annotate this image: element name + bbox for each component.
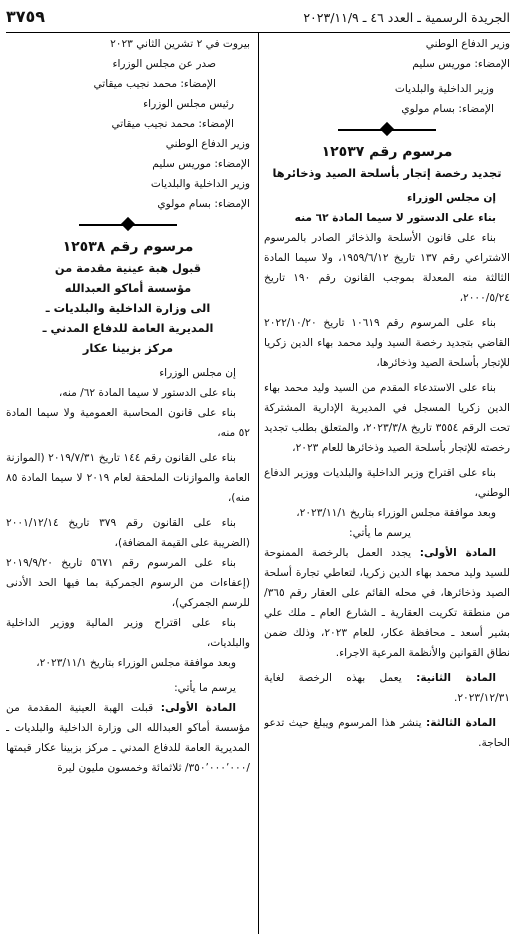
article-label: المادة الثانية: [416,672,496,684]
article-label: المادة الأولى: [419,547,496,559]
decree-title: مرسوم رقم ١٢٥٣٧ [321,144,453,160]
article-label: المادة الثالثة: [426,717,496,729]
legal-basis-paragraph: بناء على قانون المحاسبة العمومية ولا سيما المادة ٥٢ منه، [6,407,250,439]
section-separator [264,123,510,137]
article-text: يعمل بهذه الرخصة لغاية ٢٠٢٣/١٢/٣١. [264,672,510,704]
article-2 [264,668,510,708]
decree-subject-line: قبول هبة عينية مقدمة من [54,261,202,275]
column-divider [258,32,259,934]
article-text: قبلت الهبة العينية المقدمة من مؤسسة أماكو العبدالله الى وزارة الداخلية والبلديات ـ المديرية العامة للدفاع المدني ـ مركز بزبينا عكار قيمتها /٣٥٠٬٠٠٠٬٠٠٠/ ثلاثمائة وخمسون مليون ليرة [6,702,250,774]
approval-paragraph: وبعد موافقة مجلس الوزراء بتاريخ ٢٠٢٣/١١/١، [36,657,236,669]
page-number: ٣٧٥٩ [6,7,46,26]
gazette-title: الجريدة الرسمية ـ العدد ٤٦ ـ ٢٠٢٣/١١/٩ [303,10,510,25]
place-date: بيروت في ٢ تشرين الثاني ٢٠٢٣ [110,38,250,50]
decree-subject: تجديد رخصة إتجار بأسلحة الصيد وذخائرها [272,166,502,180]
article-label: المادة الأولى: [160,702,237,714]
signer-role: رئيس مجلس الوزراء [143,98,234,110]
legal-basis-paragraph: بناء على الاستدعاء المقدم من السيد وليد محمد بهاء الدين زكريا المسجل في المديرية الإدارية المشتركة تحت الرقم ٣٥٥٤ تاريخ ٢٠٢٣/٣/٨، والمتعلق بطلب تجديد رخصته للإتجار بأسلحة الصيد وذخائرها للعام ٢٠٢٣، [264,382,510,454]
constitutional-basis: بناء على الدستور لا سيما المادة ٦٢ منه [294,212,496,224]
article-1 [6,698,250,778]
legal-basis-paragraph: بناء على المرسوم رقم ١٠٦١٩ تاريخ ٢٠٢٢/١٠/٢٠ القاضي بتجديد رخصة السيد وليد محمد بهاء الدين زكريا للإتجار بأسلحة الصيد وذخائرها، [264,317,510,369]
decree-issuer: إن مجلس الوزراء [406,192,496,204]
decree-subject-line: مؤسسة أماكو العبدالله [64,281,192,295]
decrees-line: يرسم ما يأتي: [349,527,411,539]
legal-basis-paragraph: بناء على المرسوم رقم ٥٦٧١ تاريخ ٢٠١٩/٩/٢٠ (إعفاءات من الرسوم الجمركية بما فيها الحد الأدنى للرسم الجمركي)، [6,557,250,609]
legal-basis-paragraph: بناء على اقتراح وزير الداخلية والبلديات ووزير الدفاع الوطني، [264,467,510,499]
signature-line: الإمضاء: محمد نجيب ميقاتي [111,118,234,130]
article-1 [264,543,510,663]
article-text: ينشر هذا المرسوم ويبلغ حيث تدعو الحاجة. [264,717,510,749]
left-column [6,34,250,934]
signature-line: الإمضاء: بسام مولوي [157,198,250,210]
right-column [264,34,510,934]
approval-paragraph: وبعد موافقة مجلس الوزراء بتاريخ ٢٠٢٣/١١/١، [296,507,496,519]
legal-basis-paragraph: بناء على القانون رقم ٣٧٩ تاريخ ٢٠٠١/١٢/١٤ (الضريبة على القيمة المضافة)، [6,517,250,549]
signature-line: الإمضاء: موريس سليم [152,158,250,170]
legal-basis-paragraph: بناء على القانون رقم ١٤٤ تاريخ ٢٠١٩/٧/٣١ (الموازنة العامة والموازنات الملحقة لعام ٢٠١٩ لا سيما المادة ٨٥ منه)، [6,452,250,504]
page-header [6,6,510,33]
decree-subject-line: مركز بزبينا عكار [82,341,174,355]
legal-basis-paragraph: بناء على الدستور لا سيما المادة ٦٢/ منه، [58,387,236,399]
signer-role: وزير الداخلية والبلديات [150,178,250,190]
section-separator [6,218,250,232]
decree-subject-line: الى وزارة الداخلية والبلديات ـ [45,301,211,315]
article-text: يجدد العمل بالرخصة الممنوحة للسيد وليد محمد بهاء الدين زكريا، لتعاطي تجارة أسلحة الصيد وذخائرها، في محله القائم على العقار رقم ٣٦٥/ من منطقة تكريت العقارية ـ الشارع العام ـ ملك علي بشير أسعد ـ محافظة عكار، للعام ٢٠٢٣، وذلك ضمن نطاق القوانين والأنظمة المرعية الاجراء. [264,547,510,659]
legal-basis-paragraph: بناء على اقتراح وزير المالية ووزير الداخلية والبلديات، [6,617,250,649]
issued-by: صدر عن مجلس الوزراء [112,58,216,70]
decree-issuer: إن مجلس الوزراء [159,367,236,379]
signer-role: وزير الداخلية والبلديات [394,83,494,95]
legal-basis-paragraph: بناء على قانون الأسلحة والذخائر الصادر بالمرسوم الاشتراعي رقم ١٣٧ تاريخ ١٩٥٩/٦/١٢، ولا سيما المادة الثالثة منه المعدلة بموجب القانون رقم ١٩٠ تاريخ ٢٠٠٠/٥/٢٤، [264,232,510,304]
signer-role: وزير الدفاع الوطني [165,138,250,150]
decree-title: مرسوم رقم ١٢٥٣٨ [62,239,194,255]
decree-subject-line: المديرية العامة للدفاع المدني ـ [42,321,214,335]
article-3 [264,713,510,753]
signature-line: الإمضاء: موريس سليم [412,58,510,70]
signer-role: وزير الدفاع الوطني [425,38,510,50]
signature-line: الإمضاء: محمد نجيب ميقاتي [93,78,216,90]
signature-line: الإمضاء: بسام مولوي [401,103,494,115]
decrees-line: يرسم ما يأتي: [174,682,236,694]
